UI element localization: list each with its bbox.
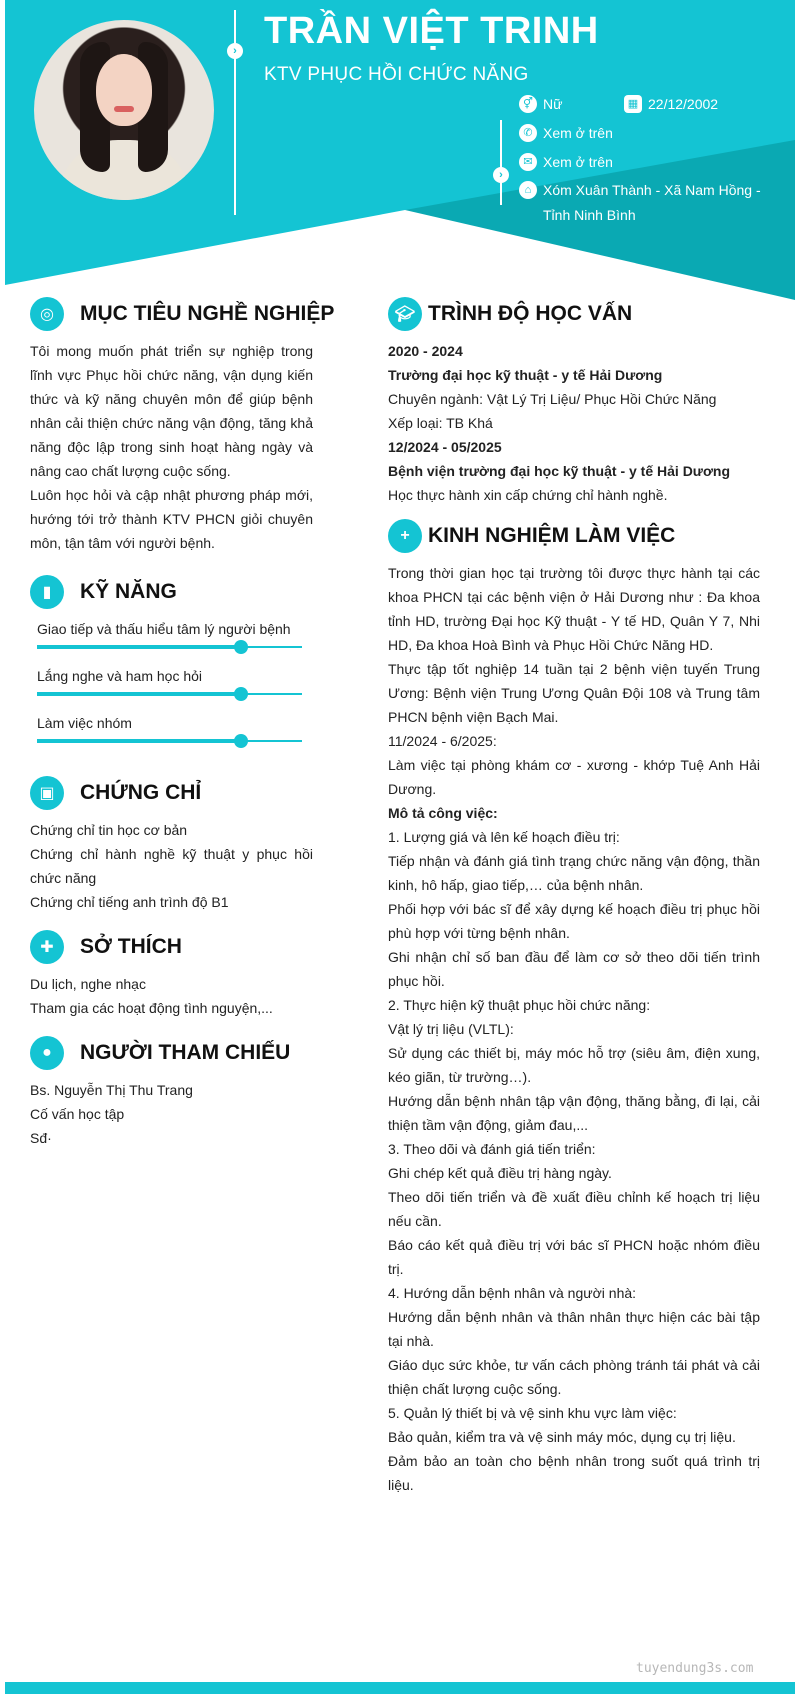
experience-line: Vật lý trị liệu (VLTL): <box>388 1021 514 1037</box>
experience-header <box>388 517 760 555</box>
email-icon: ✉ <box>519 153 537 171</box>
skills-list <box>30 617 313 758</box>
education-line: Xếp loại: TB Khá <box>388 415 493 431</box>
hobby-item: Du lịch, nghe nhạc <box>30 976 146 992</box>
section-title: MỤC TIÊU NGHỀ NGHIỆP <box>80 302 335 325</box>
chevron-right-icon: › <box>493 167 509 183</box>
reference-item: Bs. Nguyễn Thị Thu Trang <box>30 1082 193 1098</box>
target-icon: ◎ <box>30 297 64 331</box>
experience-lines <box>388 561 760 1497</box>
experience-line: Làm việc tại phòng khám cơ - xương - khớp Tuệ Anh Hải Dương. <box>388 757 760 797</box>
experience-line: Theo dõi tiến triển và đề xuất điều chỉnh kế hoạch trị liệu nếu cần. <box>388 1189 760 1229</box>
section-title: CHỨNG CHỈ <box>80 781 202 804</box>
header-divider <box>234 10 236 215</box>
experience-line: Báo cáo kết quả điều trị với bác sĩ PHCN hoặc nhóm điều trị. <box>388 1237 760 1277</box>
skill-knob <box>234 687 248 701</box>
candidate-name: TRẦN VIỆT TRINH <box>264 10 599 52</box>
skill-item <box>37 617 313 664</box>
gender-icon: ⚥ <box>519 95 537 113</box>
experience-line: Trong thời gian học tại trường tôi được thực hành tại các khoa PHCN tại các bệnh viện ở Hải Dương như : Đa khoa tỉnh HD, trường Đại học Kỹ thuật - Y tế HD, Quân Y 7, Nhi HD, Đa khoa Hoà Bình và Phục Hồi Chức Năng HD. <box>388 565 760 653</box>
certificate-item: Chứng chỉ tin học cơ bản <box>30 822 188 838</box>
experience-line: Phối hợp với bác sĩ để xây dựng kế hoạch điều trị phục hồi phù hợp với từng bệnh nhân. <box>388 901 760 941</box>
experience-line: Tiếp nhận và đánh giá tình trạng chức năng vận động, thần kinh, hô hấp, giao tiếp,… của bệnh nhân. <box>388 853 760 893</box>
address-row <box>519 178 761 228</box>
skills-header <box>30 573 313 611</box>
skill-item <box>37 711 313 758</box>
email-row <box>519 150 613 175</box>
bar-chart-icon: ▮ <box>30 575 64 609</box>
profile-photo <box>34 20 214 200</box>
education-line: 12/2024 - 05/2025 <box>388 439 502 455</box>
experience-line: 3. Theo dõi và đánh giá tiến triển: <box>388 1141 596 1157</box>
skill-fill <box>37 645 241 649</box>
hobby-item: Tham gia các hoạt động tình nguyện,... <box>30 1000 273 1016</box>
experience-line: Bảo quản, kiểm tra và vệ sinh máy móc, dụng cụ trị liệu. <box>388 1429 736 1445</box>
calendar-icon: ▦ <box>624 95 642 113</box>
phone-value: Xem ở trên <box>543 125 613 141</box>
objective-paragraph: Luôn học hỏi và cập nhật phương pháp mới, hướng tới trở thành KTV PHCN giỏi chuyên môn, tận tâm với người bệnh. <box>30 487 313 551</box>
birthday-row <box>624 92 718 117</box>
experience-line: 5. Quản lý thiết bị và vệ sinh khu vực làm việc: <box>388 1405 677 1421</box>
skill-fill <box>37 692 241 696</box>
gender-row <box>519 92 562 117</box>
objective-paragraph: Tôi mong muốn phát triển sự nghiệp trong lĩnh vực Phục hồi chức năng, vận dụng kiến thức và kỹ năng chuyên môn để giúp bệnh nhân cải thiện chức năng vận động, tăng khả năng độc lập trong sinh hoạt hàng ngày và nâng cao chất lượng cuộc sống. <box>30 343 313 479</box>
graduation-cap-icon: 🎓︎ <box>388 297 422 331</box>
education-line: Chuyên ngành: Vật Lý Trị Liệu/ Phục Hồi Chức Năng <box>388 391 717 407</box>
gamepad-icon: ✚ <box>30 930 64 964</box>
skill-label: Làm việc nhóm <box>37 715 132 731</box>
chevron-right-icon: › <box>227 43 243 59</box>
experience-line: 11/2024 - 6/2025: <box>388 733 497 749</box>
skill-knob <box>234 640 248 654</box>
experience-line: 1. Lượng giá và lên kế hoạch điều trị: <box>388 829 620 845</box>
job-title: KTV PHỤC HỒI CHỨC NĂNG <box>264 64 529 85</box>
birthday-value: 22/12/2002 <box>648 96 719 112</box>
home-icon: ⌂ <box>519 181 537 199</box>
certificate-item: Chứng chỉ tiếng anh trình độ B1 <box>30 894 229 910</box>
skill-knob <box>234 734 248 748</box>
right-column <box>388 295 760 1497</box>
certificate-icon: ▣ <box>30 776 64 810</box>
experience-line: 4. Hướng dẫn bệnh nhân và người nhà: <box>388 1285 637 1301</box>
watermark: tuyendung3s.com <box>636 1661 754 1676</box>
experience-line: 2. Thực hiện kỹ thuật phục hồi chức năng: <box>388 997 651 1013</box>
education-line: Trường đại học kỹ thuật - y tế Hải Dương <box>388 367 663 383</box>
reference-item: Sđ· <box>30 1130 52 1146</box>
skill-label: Giao tiếp và thấu hiểu tâm lý người bệnh <box>37 621 291 637</box>
reference-item: Cố vấn học tập <box>30 1106 125 1122</box>
address-line-2: Tỉnh Ninh Bình <box>543 207 636 223</box>
education-lines <box>388 339 760 507</box>
plus-circle-icon: + <box>388 519 422 553</box>
section-title: NGƯỜI THAM CHIẾU <box>80 1041 291 1064</box>
references-header <box>30 1034 313 1072</box>
education-line: Học thực hành xin cấp chứng chỉ hành nghề. <box>388 487 668 503</box>
education-header <box>388 295 760 333</box>
footer-bar <box>5 1682 795 1694</box>
experience-line: Hướng dẫn bệnh nhân tập vận động, thăng bằng, đi lại, cải thiện tầm vận động, giảm đau,... <box>388 1093 760 1133</box>
experience-line: Sử dụng các thiết bị, máy móc hỗ trợ (siêu âm, điện xung, kéo giãn, từ trường…). <box>388 1045 760 1085</box>
experience-line: Giáo dục sức khỏe, tư vấn cách phòng tránh tái phát và cải thiện chất lượng cuộc sống. <box>388 1357 760 1397</box>
experience-line: Ghi chép kết quả điều trị hàng ngày. <box>388 1165 612 1181</box>
education-line: Bệnh viện trường đại học kỹ thuật - y tế Hải Dương <box>388 463 730 479</box>
hobbies-header <box>30 928 313 966</box>
skill-label: Lắng nghe và ham học hỏi <box>37 668 203 684</box>
experience-line: Thực tập tốt nghiệp 14 tuần tại 2 bệnh viện tuyến Trung Ương: Bệnh viện Trung Ương Quân Đội 108 và Trung tâm PHCN bệnh viện Bạch Mai. <box>388 661 760 725</box>
section-title: KỸ NĂNG <box>80 580 177 603</box>
contact-divider <box>500 120 502 205</box>
experience-line: Đảm bảo an toàn cho bệnh nhân trong suốt quá trình trị liệu. <box>388 1453 760 1493</box>
section-title: KINH NGHIỆM LÀM VIỆC <box>428 524 676 547</box>
objective-header <box>30 295 335 333</box>
user-icon: ● <box>30 1036 64 1070</box>
experience-line: Hướng dẫn bệnh nhân và thân nhân thực hiện các bài tập tại nhà. <box>388 1309 760 1349</box>
gender-value: Nữ <box>543 96 563 112</box>
address-line-1: Xóm Xuân Thành - Xã Nam Hồng - <box>543 182 761 198</box>
email-value: Xem ở trên <box>543 154 613 170</box>
education-line: 2020 - 2024 <box>388 343 463 359</box>
phone-icon: ✆ <box>519 124 537 142</box>
section-title: SỞ THÍCH <box>80 935 182 958</box>
section-title: TRÌNH ĐỘ HỌC VẤN <box>428 302 633 325</box>
certificate-item: Chứng chỉ hành nghề kỹ thuật y phục hồi chức năng <box>30 846 313 886</box>
certificates-header <box>30 774 313 812</box>
skill-fill <box>37 739 241 743</box>
experience-line: Ghi nhận chỉ số ban đầu để làm cơ sở theo dõi tiến trình phục hồi. <box>388 949 760 989</box>
skill-item <box>37 664 313 711</box>
experience-line: Mô tả công việc: <box>388 805 498 821</box>
phone-row <box>519 121 613 146</box>
left-column <box>30 295 335 1150</box>
